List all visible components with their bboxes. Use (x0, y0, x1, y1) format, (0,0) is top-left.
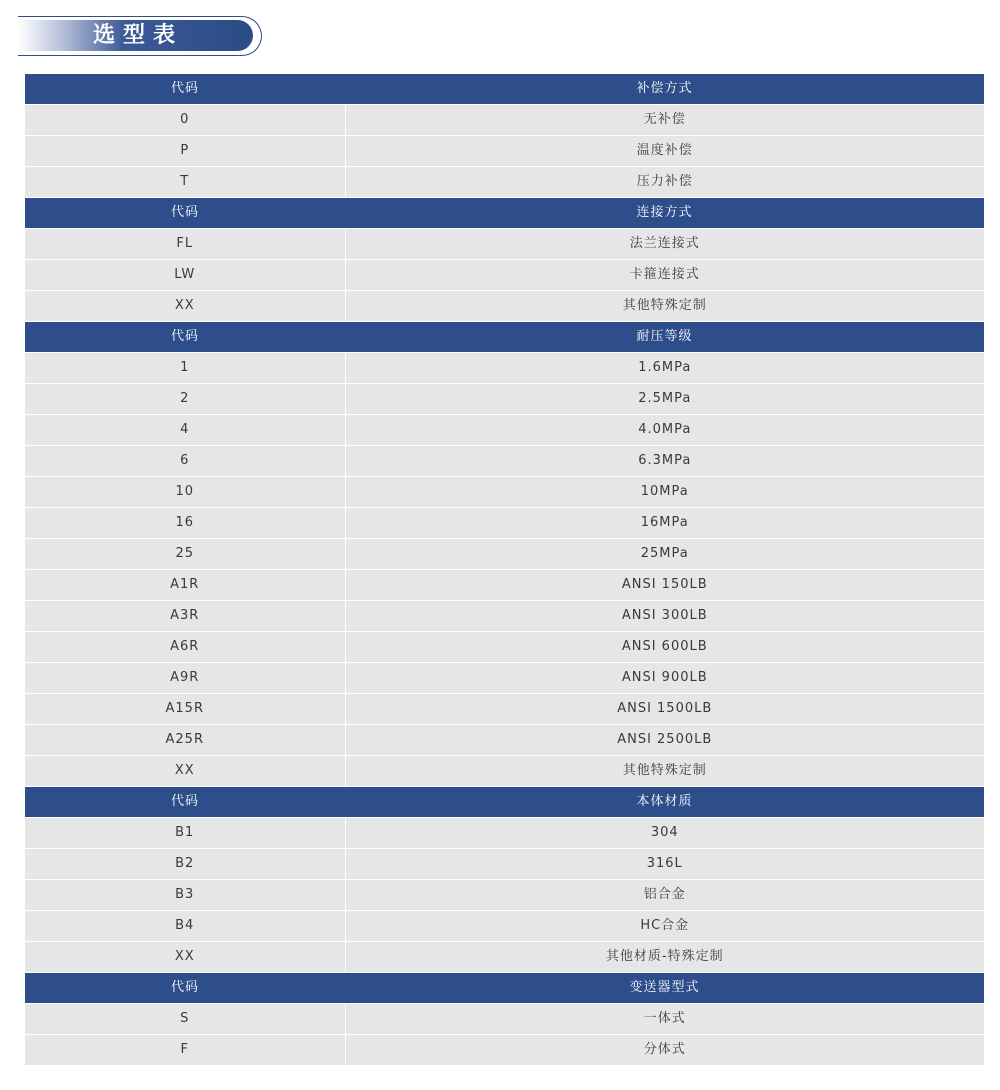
section-header (25, 322, 984, 353)
option-code: F (25, 1035, 345, 1066)
table-row (25, 353, 984, 384)
option-value: 10MPa (345, 477, 984, 508)
selection-table (25, 74, 984, 1066)
section-header (25, 198, 984, 229)
table-row (25, 756, 984, 787)
option-value: ANSI 2500LB (345, 725, 984, 756)
option-value: ANSI 300LB (345, 601, 984, 632)
option-code: B1 (25, 818, 345, 849)
option-value: 316L (345, 849, 984, 880)
option-code: B2 (25, 849, 345, 880)
table-row (25, 911, 984, 942)
option-value: 温度补偿 (345, 136, 984, 167)
option-value: ANSI 900LB (345, 663, 984, 694)
option-value: 其他特殊定制 (345, 756, 984, 787)
option-code: B4 (25, 911, 345, 942)
page-title: 选型表 (93, 23, 184, 48)
option-code: XX (25, 291, 345, 322)
option-code: A6R (25, 632, 345, 663)
table-row (25, 105, 984, 136)
table-row (25, 508, 984, 539)
header-category-label: 耐压等级 (345, 322, 984, 353)
table-row (25, 880, 984, 911)
header-category-label: 连接方式 (345, 198, 984, 229)
header-code-label: 代码 (25, 973, 345, 1004)
option-code: A15R (25, 694, 345, 725)
option-code: FL (25, 229, 345, 260)
option-value: 卡箍连接式 (345, 260, 984, 291)
option-value: ANSI 600LB (345, 632, 984, 663)
option-code: 16 (25, 508, 345, 539)
header-code-label: 代码 (25, 74, 345, 105)
table-row (25, 725, 984, 756)
table-row (25, 229, 984, 260)
table-row (25, 446, 984, 477)
header-code-label: 代码 (25, 198, 345, 229)
table-row (25, 260, 984, 291)
table-row (25, 1035, 984, 1066)
option-value: 其他特殊定制 (345, 291, 984, 322)
table-row (25, 136, 984, 167)
option-value: 分体式 (345, 1035, 984, 1066)
option-code: 6 (25, 446, 345, 477)
table-row (25, 570, 984, 601)
table-row (25, 415, 984, 446)
selection-table-body (25, 74, 984, 1066)
table-row (25, 384, 984, 415)
option-code: 0 (25, 105, 345, 136)
header-code-label: 代码 (25, 322, 345, 353)
table-row (25, 694, 984, 725)
table-row (25, 663, 984, 694)
table-row (25, 167, 984, 198)
option-code: A9R (25, 663, 345, 694)
option-code: A1R (25, 570, 345, 601)
option-code: A25R (25, 725, 345, 756)
option-code: B3 (25, 880, 345, 911)
table-row (25, 1004, 984, 1035)
option-code: 10 (25, 477, 345, 508)
option-value: 25MPa (345, 539, 984, 570)
option-value: 6.3MPa (345, 446, 984, 477)
header-category-label: 补偿方式 (345, 74, 984, 105)
header-category-label: 变送器型式 (345, 973, 984, 1004)
table-row (25, 818, 984, 849)
option-code: 4 (25, 415, 345, 446)
section-header (25, 74, 984, 105)
table-row (25, 632, 984, 663)
option-code: LW (25, 260, 345, 291)
option-value: ANSI 150LB (345, 570, 984, 601)
option-value: HC合金 (345, 911, 984, 942)
option-value: 其他材质-特殊定制 (345, 942, 984, 973)
table-row (25, 942, 984, 973)
option-value: 2.5MPa (345, 384, 984, 415)
option-value: 304 (345, 818, 984, 849)
option-value: 无补偿 (345, 105, 984, 136)
header-code-label: 代码 (25, 787, 345, 818)
table-row (25, 849, 984, 880)
option-code: 2 (25, 384, 345, 415)
table-row (25, 539, 984, 570)
table-row (25, 601, 984, 632)
section-header (25, 973, 984, 1004)
option-value: 一体式 (345, 1004, 984, 1035)
header-category-label: 本体材质 (345, 787, 984, 818)
option-value: 1.6MPa (345, 353, 984, 384)
option-code: XX (25, 942, 345, 973)
option-code: S (25, 1004, 345, 1035)
option-code: T (25, 167, 345, 198)
option-value: ANSI 1500LB (345, 694, 984, 725)
option-value: 16MPa (345, 508, 984, 539)
section-header (25, 787, 984, 818)
option-code: 1 (25, 353, 345, 384)
option-value: 压力补偿 (345, 167, 984, 198)
table-row (25, 291, 984, 322)
option-code: 25 (25, 539, 345, 570)
option-value: 铝合金 (345, 880, 984, 911)
title-banner (18, 16, 263, 56)
option-code: XX (25, 756, 345, 787)
option-code: A3R (25, 601, 345, 632)
option-value: 法兰连接式 (345, 229, 984, 260)
option-value: 4.0MPa (345, 415, 984, 446)
option-code: P (25, 136, 345, 167)
table-row (25, 477, 984, 508)
